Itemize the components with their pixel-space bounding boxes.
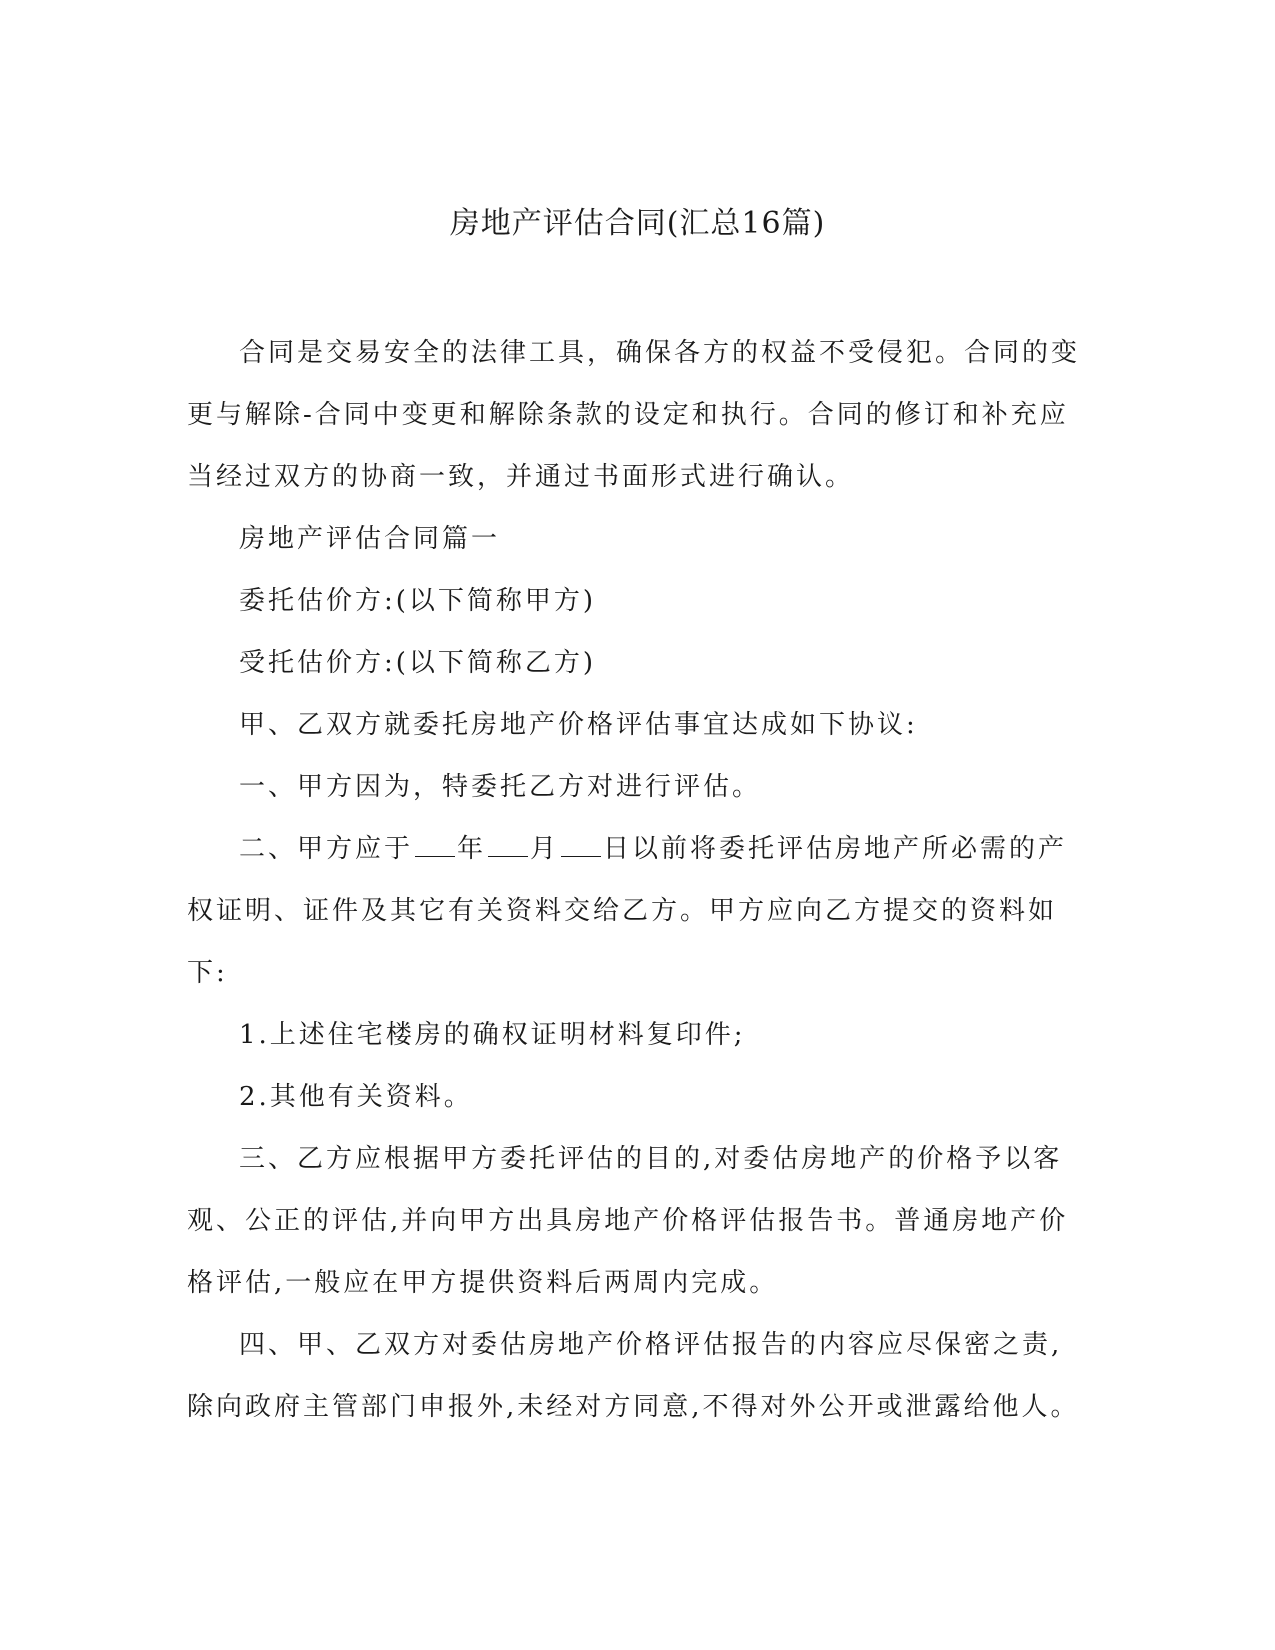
section-heading: 房地产评估合同篇一 bbox=[239, 524, 501, 554]
clause-3: 三、乙方应根据甲方委托评估的目的,对委估房地产的价格予以客观、公正的评估,并向甲方出具房地产价格评估报告书。普通房地产价格评估,一般应在甲方提供资料后两周内完成。 bbox=[187, 1144, 1069, 1298]
year-blank bbox=[415, 832, 455, 857]
intro-paragraph: 合同是交易安全的法律工具，确保各方的权益不受侵犯。合同的变更与解除-合同中变更和解除条款的设定和执行。合同的修订和补充应当经过双方的协商一致，并通过书面形式进行确认。 bbox=[187, 338, 1081, 492]
month-blank bbox=[488, 832, 528, 857]
document-title: 房地产评估合同(汇总16篇) bbox=[449, 206, 826, 241]
month-label: 月 bbox=[530, 834, 560, 864]
list-item-2: 2.其他有关资料。 bbox=[239, 1082, 473, 1112]
clause-4: 四、甲、乙双方对委估房地产价格评估报告的内容应尽保密之责,除向政府主管部门申报外,未经对方同意,不得对外公开或泄露给他人。 bbox=[187, 1330, 1080, 1422]
document-body bbox=[187, 322, 1087, 1438]
list-item-1: 1.上述住宅楼房的确权证明材料复印件; bbox=[239, 1020, 746, 1050]
day-blank bbox=[561, 832, 601, 857]
clause-2-lead: 二、甲方应于 bbox=[239, 834, 414, 864]
clause-1: 一、甲方因为，特委托乙方对进行评估。 bbox=[239, 772, 762, 802]
clause-2 bbox=[187, 818, 1087, 1004]
agreement-line: 甲、乙双方就委托房地产价格评估事宜达成如下协议: bbox=[239, 710, 918, 740]
clause-2-rest: 日以前将委托评估房地产所必需的产权证明、证件及其它有关资料交给乙方。甲方应向乙方提交的资料如下: bbox=[187, 834, 1068, 988]
party-b-line: 受托估价方:(以下简称乙方) bbox=[239, 648, 597, 678]
year-label: 年 bbox=[457, 834, 487, 864]
party-a-line: 委托估价方:(以下简称甲方) bbox=[239, 586, 597, 616]
